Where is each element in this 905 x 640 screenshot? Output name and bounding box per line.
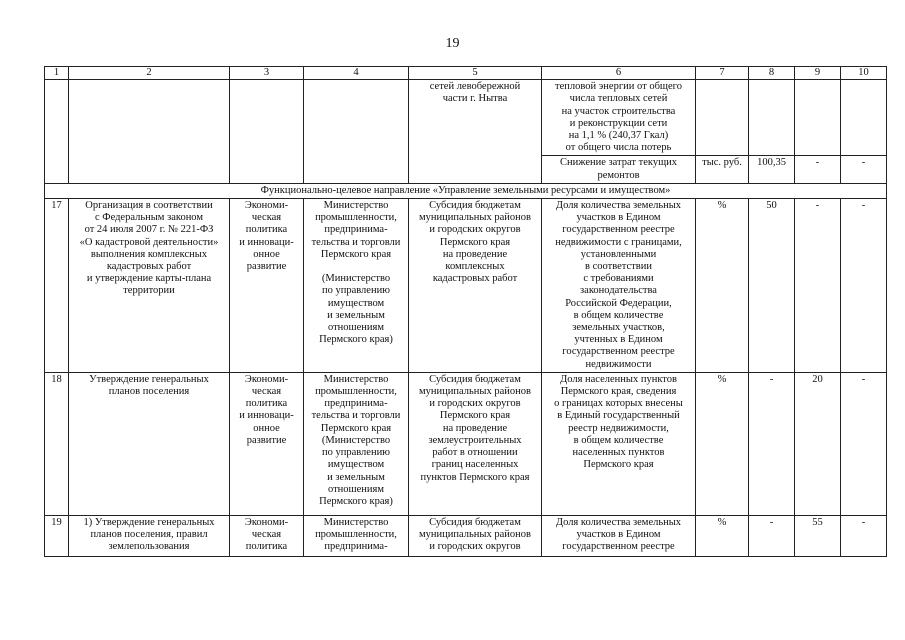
continuation-value-8: 100,35 [749, 156, 795, 183]
value-col-10: - [841, 199, 887, 373]
row-number: 19 [45, 515, 69, 556]
header-cell: 4 [304, 67, 409, 80]
value-col-9: - [795, 199, 841, 373]
indicator: Доля количества земельных участков в Едином государственном реестре [542, 515, 696, 556]
unit: % [696, 199, 749, 373]
continuation-value-9: - [795, 156, 841, 183]
table-row [45, 515, 887, 556]
column-number-row [45, 67, 887, 80]
continuation-value-10: - [841, 156, 887, 183]
value-col-10: - [841, 515, 887, 556]
row-number: 17 [45, 199, 69, 373]
continuation-row [45, 80, 887, 156]
program-area: Экономи- ческая политика [230, 515, 304, 556]
page-number: 19 [445, 36, 460, 51]
header-cell: 9 [795, 67, 841, 80]
table-row [45, 199, 887, 373]
header-cell: 3 [230, 67, 304, 80]
measures-table [44, 66, 887, 557]
section-row [45, 183, 887, 198]
responsible-body: Министерство промышленности, предпринима- тельства и торговли Пермского края (Министерство по управлению имуществом и земельным отношениям Пермского края) [304, 372, 409, 515]
program-area: Экономи- ческая политика и инноваци- онное развитие [230, 199, 304, 373]
unit: % [696, 515, 749, 556]
continuation-cell-5: сетей левобережной части г. Нытва [409, 80, 542, 184]
funding-type: Субсидия бюджетам муниципальных районов и городских округов Пермского края на проведение комплексных кадастровых работ [409, 199, 542, 373]
header-cell: 2 [69, 67, 230, 80]
unit: % [696, 372, 749, 515]
responsible-body: Министерство промышленности, предпринима- тельства и торговли Пермского края (Министерство по управлению имуществом и земельным отношениям Пермского края) [304, 199, 409, 373]
table-row [45, 372, 887, 515]
continuation-unit: тыс. руб. [696, 156, 749, 183]
measure-name: Организация в соответствии с Федеральным законом от 24 июля 2007 г. № 221-ФЗ «О кадастровой деятельности» выполнения комплексных кадастровых работ и утверждение карты-плана территории [69, 199, 230, 373]
funding-type: Субсидия бюджетам муниципальных районов и городских округов Пермского края на проведение землеустроительных работ в отношении границ населенных пунктов Пермского края [409, 372, 542, 515]
continuation-indicator-b: Снижение затрат текущих ремонтов [542, 156, 696, 183]
header-cell: 5 [409, 67, 542, 80]
section-title: Функционально-целевое направление «Управление земельными ресурсами и имуществом» [45, 183, 887, 198]
continuation-indicator-a: тепловой энергии от общего числа тепловых сетей на участок строительства и реконструкции сети на 1,1 % (240,37 Гкал) от общего числа потерь [542, 80, 696, 156]
program-area: Экономи- ческая политика и инноваци- онное развитие [230, 372, 304, 515]
value-col-8: - [749, 515, 795, 556]
responsible-body: Министерство промышленности, предпринима- [304, 515, 409, 556]
header-cell: 8 [749, 67, 795, 80]
indicator: Доля количества земельных участков в Едином государственном реестре недвижимости с границами, установленными в соответствии с требованиями законодательства Российской Федерации, в общем количестве земельных участков, учтенных в Едином государственном реестре недвижимости [542, 199, 696, 373]
measure-name: 1) Утверждение генеральных планов поселения, правил землепользования [69, 515, 230, 556]
header-cell: 10 [841, 67, 887, 80]
header-cell: 6 [542, 67, 696, 80]
header-cell: 7 [696, 67, 749, 80]
value-col-8: 50 [749, 199, 795, 373]
value-col-9: 55 [795, 515, 841, 556]
value-col-8: - [749, 372, 795, 515]
indicator: Доля населенных пунктов Пермского края, сведения о границах которых внесены в Единый государственный реестр недвижимости, в общем количестве населенных пунктов Пермского края [542, 372, 696, 515]
value-col-10: - [841, 372, 887, 515]
row-number: 18 [45, 372, 69, 515]
header-cell: 1 [45, 67, 69, 80]
funding-type: Субсидия бюджетам муниципальных районов и городских округов [409, 515, 542, 556]
measure-name: Утверждение генеральных планов поселения [69, 372, 230, 515]
value-col-9: 20 [795, 372, 841, 515]
